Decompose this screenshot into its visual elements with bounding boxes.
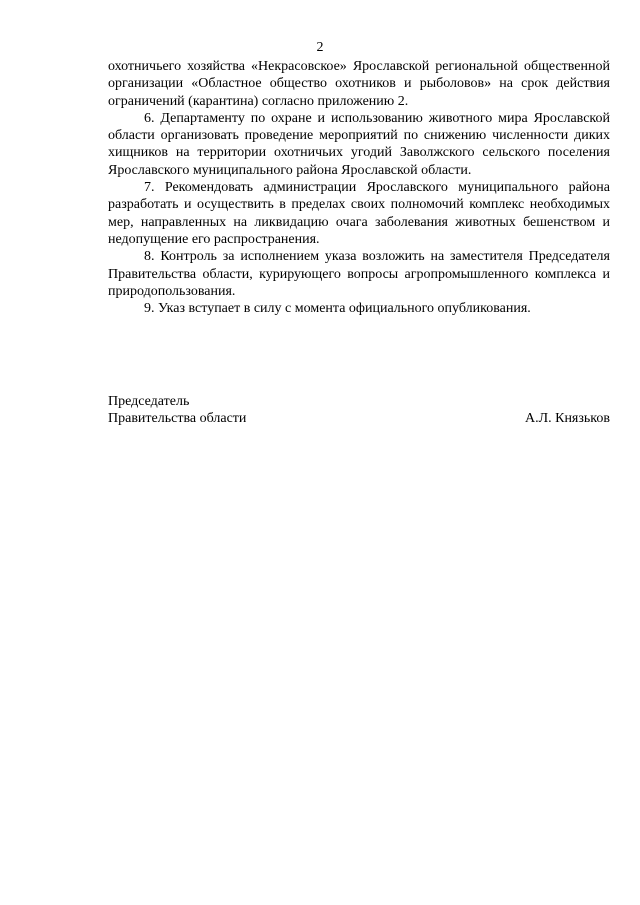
paragraph-item-9: 9. Указ вступает в силу с момента официального опубликования.	[144, 301, 531, 317]
paragraph-item-6: 6. Департаменту по охране и использованию животного мира Ярославской области организовать проведение мероприятий по снижению численности диких хищников на территории охотничьих угодий Заволжского сельского поселения Ярославского муниципального района Ярославской области.	[108, 110, 610, 178]
document-body	[108, 58, 610, 317]
signatory-name: А.Л. Князьков	[525, 411, 610, 427]
signature-block	[108, 393, 610, 428]
paragraph-item-8: 8. Контроль за исполнением указа возложить на заместителя Председателя Правительства области, курирующего вопросы агропромышленного комплекса и природопользования.	[108, 249, 610, 299]
page-number: 2	[316, 40, 324, 55]
signatory-title-line1: Председатель	[108, 394, 190, 409]
paragraph-continuation: охотничьего хозяйства «Некрасовское» Ярославской региональной общественной организации «Областное общество охотников и рыболовов» на срок действия ограничений (карантина) согласно приложению 2.	[108, 59, 610, 109]
signature-row	[108, 410, 610, 427]
paragraph-item-7: 7. Рекомендовать администрации Ярославского муниципального района разработать и осуществить в пределах своих полномочий комплекс необходимых мер, направленных на ликвидацию очага заболевания животных бешенством и недопущение его распространения.	[108, 180, 610, 247]
signatory-title-line2: Правительства области	[108, 411, 247, 427]
